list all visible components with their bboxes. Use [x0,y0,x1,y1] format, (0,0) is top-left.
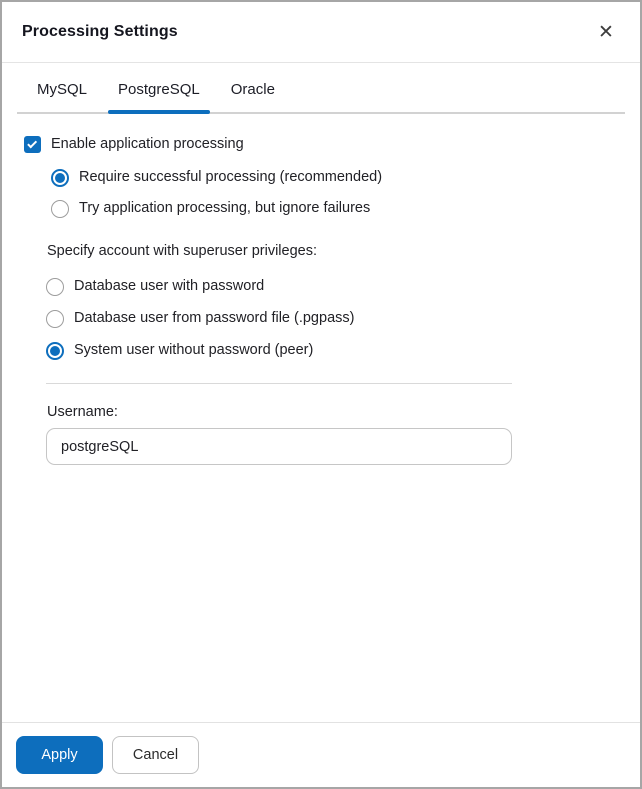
enable-processing-label: Enable application processing [51,136,244,152]
close-icon[interactable]: ✕ [594,20,618,44]
dialog-footer [2,722,640,787]
system-user-peer-label: System user without password (peer) [74,342,314,358]
system-user-peer-radio[interactable] [46,342,64,360]
radio-row-require-success [51,168,616,187]
tabbar [17,63,625,114]
require-success-label: Require successful processing (recommended) [79,169,383,185]
dialog-title: Processing Settings [22,23,178,40]
radio-row-db-user-password [46,277,616,296]
superuser-section-label: Specify account with superuser privileges: [47,243,317,259]
username-input[interactable] [46,428,512,465]
radio-row-db-user-pgpass [46,309,616,328]
username-label: Username: [47,404,118,420]
tab-postgresql[interactable]: PostgreSQL [108,81,210,112]
processing-mode-group [51,168,616,218]
radio-row-system-user-peer [46,341,616,360]
cancel-button[interactable]: Cancel [112,736,199,774]
db-user-password-radio[interactable] [46,278,64,296]
superuser-account-group [46,277,616,360]
db-user-pgpass-radio[interactable] [46,310,64,328]
tab-oracle[interactable]: Oracle [221,81,285,112]
apply-button[interactable]: Apply [16,736,103,774]
db-user-pgpass-label: Database user from password file (.pgpass) [74,310,355,326]
db-user-password-label: Database user with password [74,278,265,294]
require-success-radio[interactable] [51,169,69,187]
dialog-content [2,114,640,722]
enable-processing-checkbox[interactable] [24,136,41,153]
radio-row-ignore-failures [51,199,616,218]
tab-mysql[interactable]: MySQL [27,81,97,112]
ignore-failures-radio[interactable] [51,200,69,218]
section-divider [46,383,512,384]
enable-processing-row [24,135,616,154]
ignore-failures-label: Try application processing, but ignore failures [79,200,371,216]
checkmark-icon [27,138,37,148]
dialog-header [2,2,640,63]
